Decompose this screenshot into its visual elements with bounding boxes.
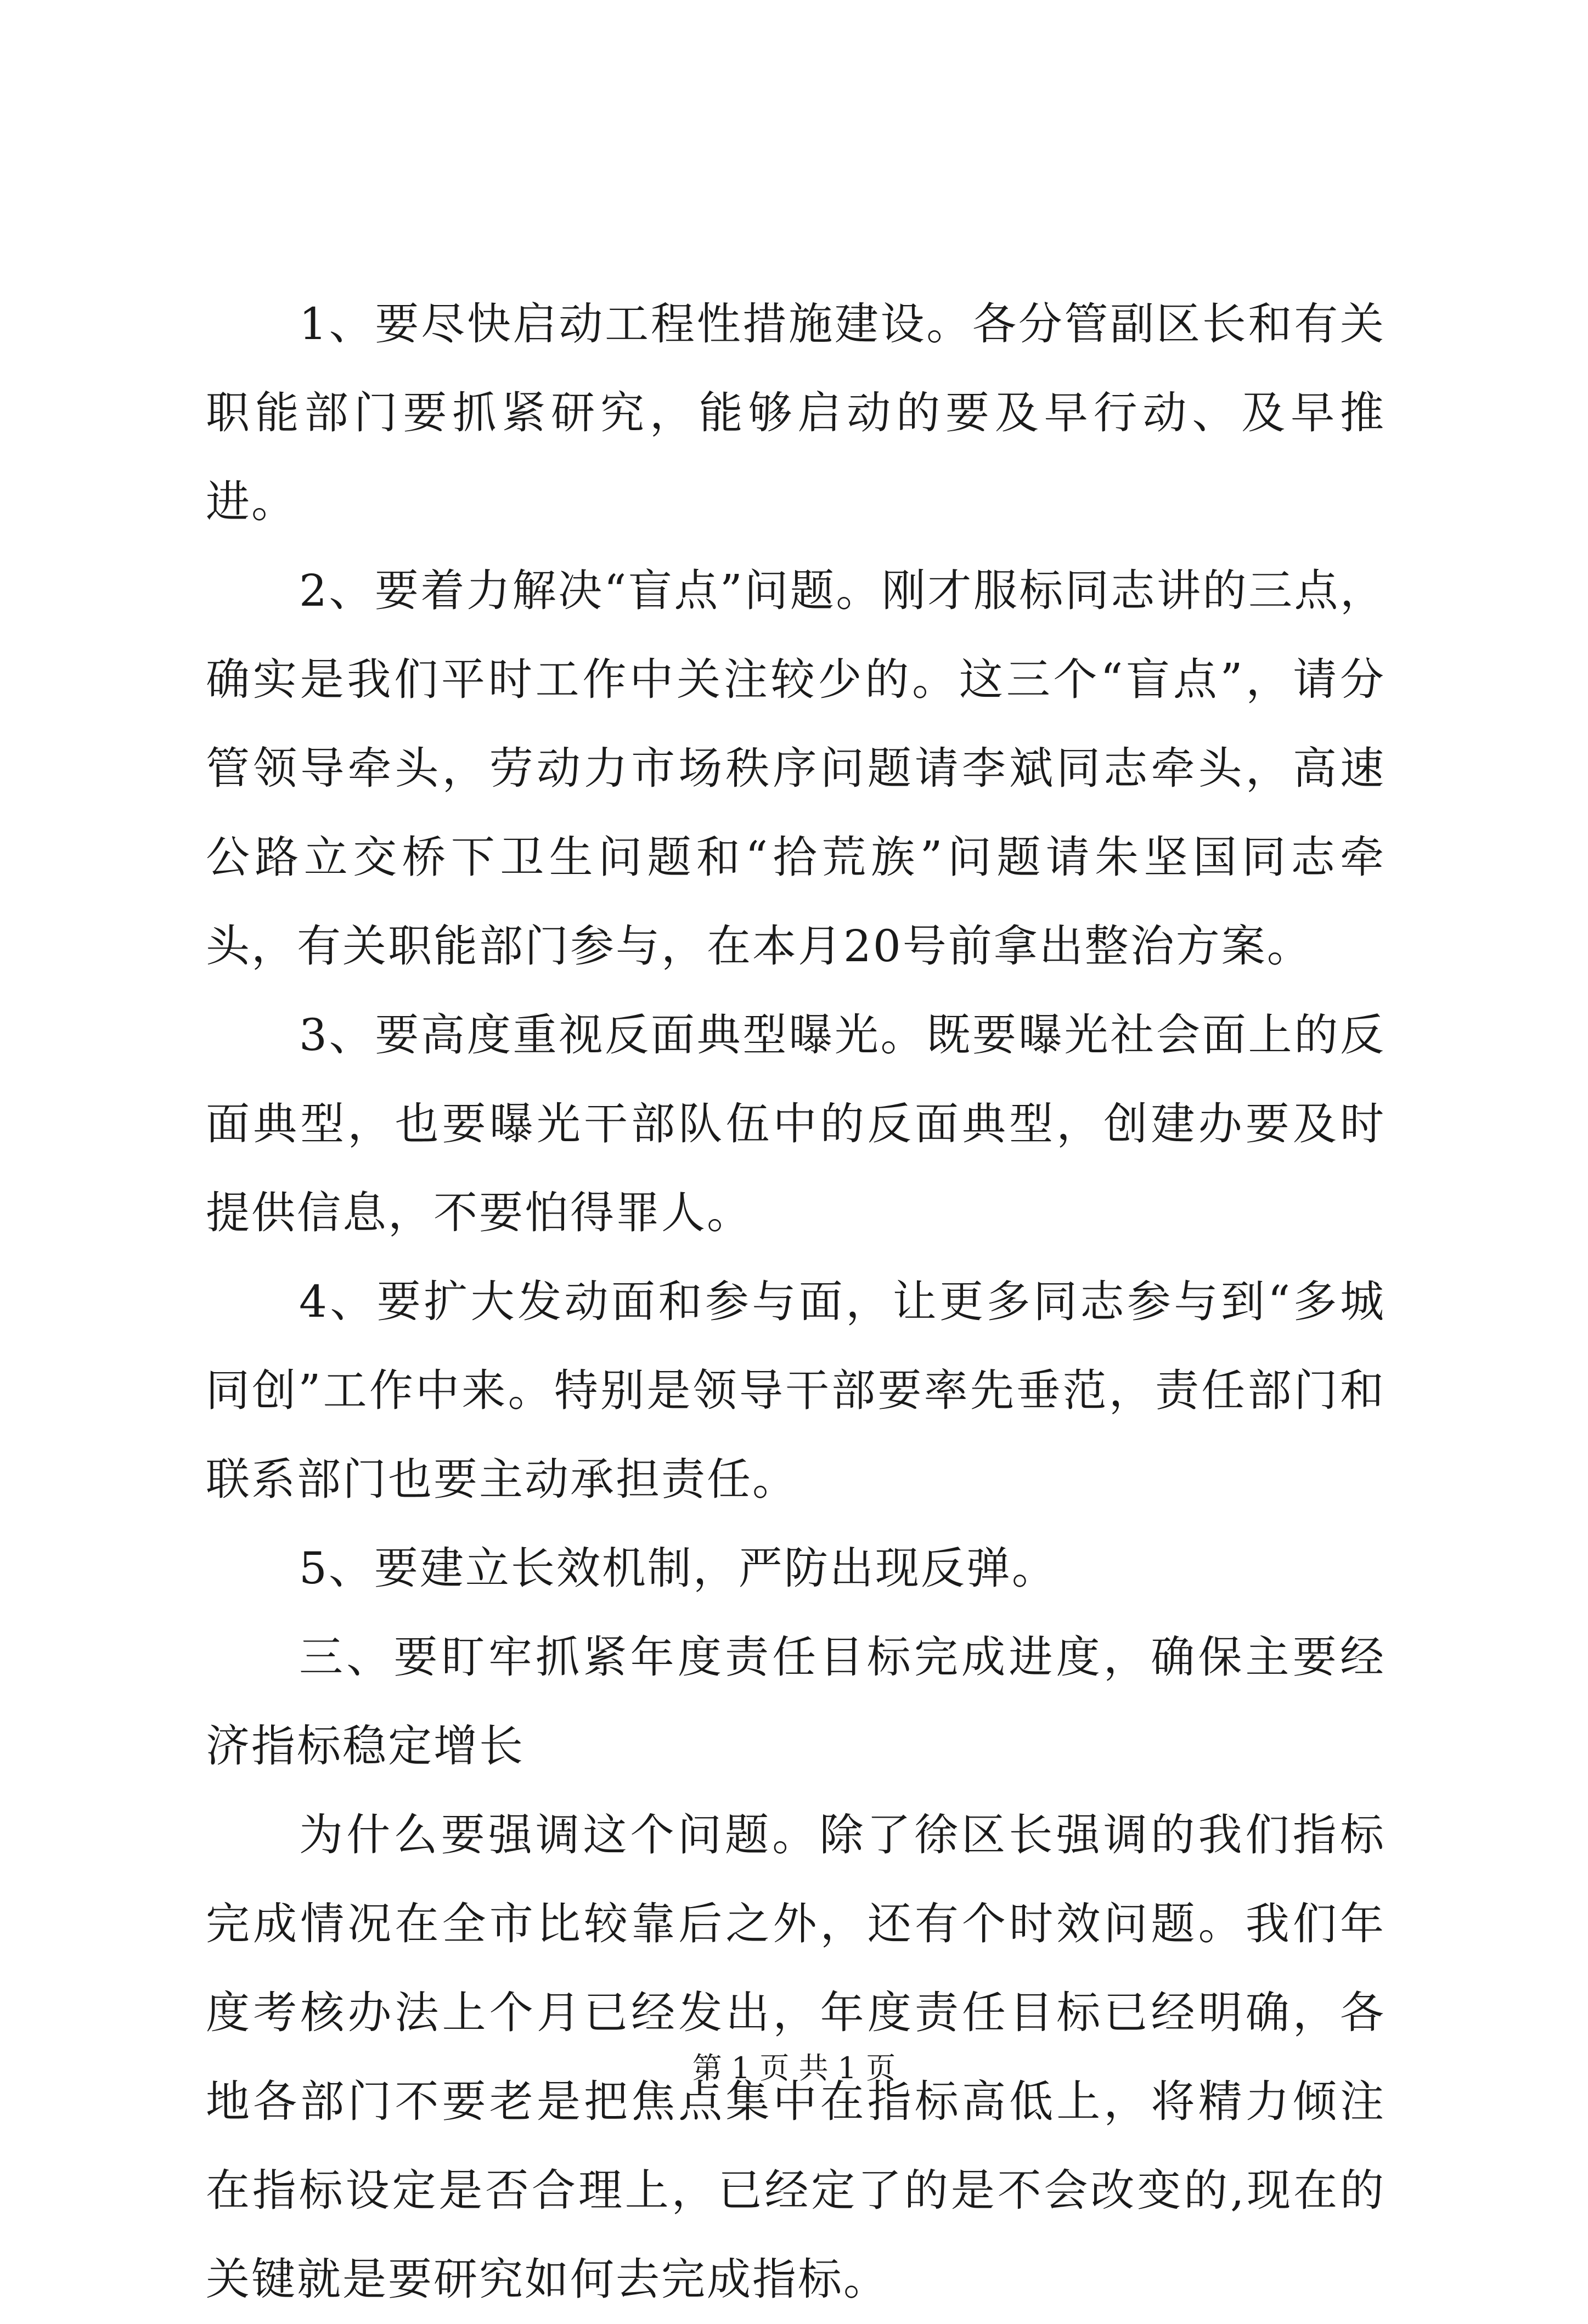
section-heading-three: 三、要盯牢抓紧年度责任目标完成进度，确保主要经济指标稳定增长: [206, 1632, 1386, 1772]
paragraph-item-1: 1、要尽快启动工程性措施建设。各分管副区长和有关职能部门要抓紧研究，能够启动的要及早行动、及早推进。: [206, 298, 1386, 527]
paragraph-section-three-body: 为什么要强调这个问题。除了徐区长强调的我们指标完成情况在全市比较靠后之外，还有个时效问题。我们年度考核办法上个月已经发出，年度责任目标已经明确，各地各部门不要老是把焦点集中在指标高低上，将精力倾注在指标设定是否合理上，已经定了的是不会改变的,现在的关键就是要研究如何去完成指标。: [206, 1809, 1386, 2305]
page-number-footer: 第 1 页 共 1 页: [692, 2051, 896, 2085]
paragraph-item-3: 3、要高度重视反面典型曝光。既要曝光社会面上的反面典型，也要曝光干部队伍中的反面典型，创建办要及时提供信息，不要怕得罪人。: [206, 1009, 1386, 1238]
paragraph-item-2: 2、要着力解决“盲点”问题。刚才服标同志讲的三点，确实是我们平时工作中关注较少的。这三个“盲点”，请分管领导牵头，劳动力市场秩序问题请李斌同志牵头，高速公路立交桥下卫生问题和“拾荒族”问题请朱坚国同志牵头，有关职能部门参与，在本月20号前拿出整治方案。: [206, 565, 1386, 972]
paragraph-item-4: 4、要扩大发动面和参与面，让更多同志参与到“多城同创”工作中来。特别是领导干部要率先垂范，责任部门和联系部门也要主动承担责任。: [206, 1276, 1386, 1505]
paragraph-item-5: 5、要建立长效机制，严防出现反弹。: [299, 1543, 1057, 1594]
document-body: [206, 280, 1386, 2324]
